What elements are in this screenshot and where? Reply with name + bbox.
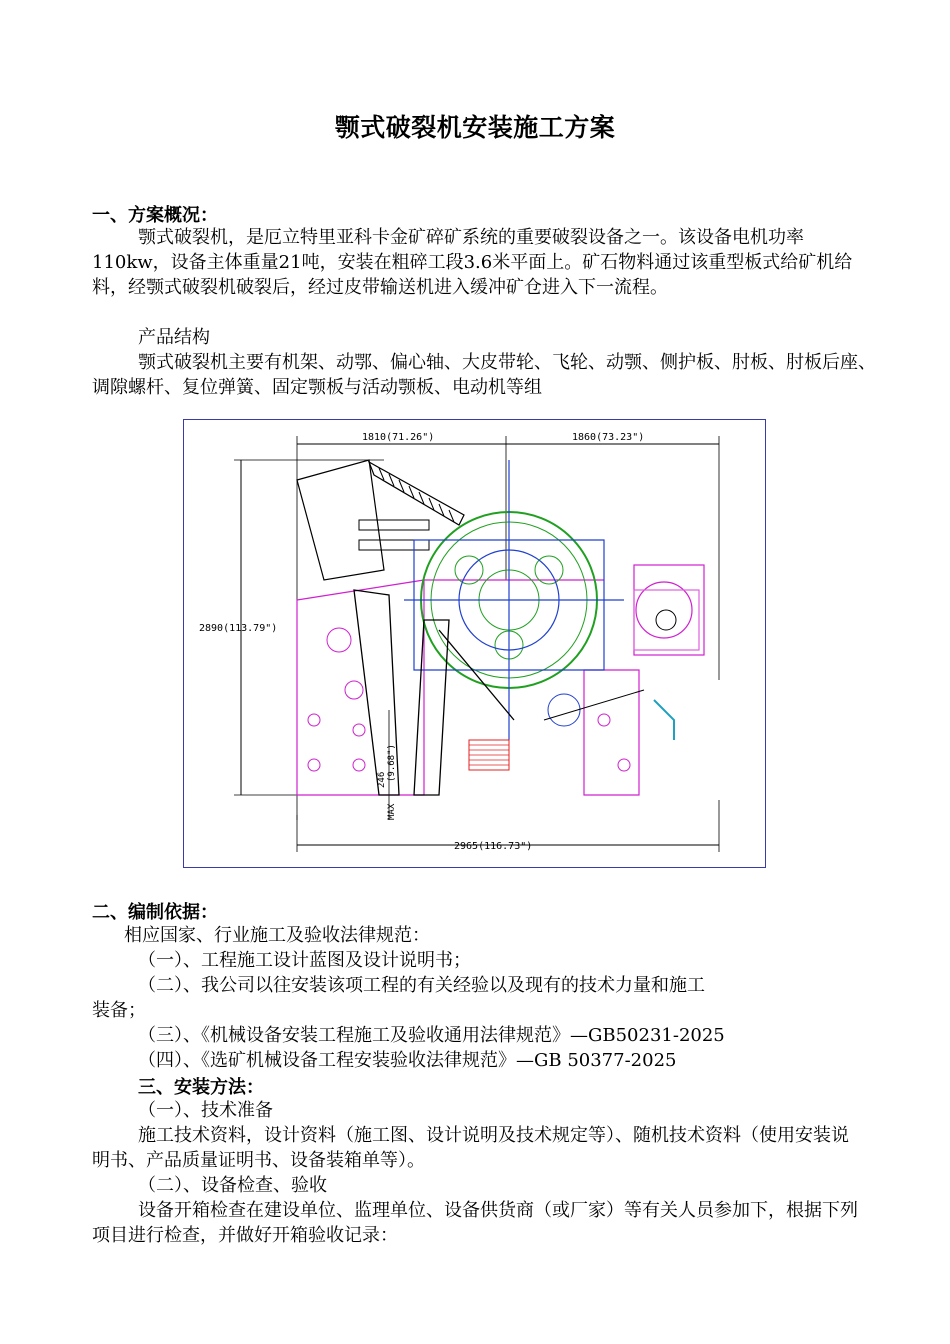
- product-structure-paragraph: 颚式破裂机主要有机架、动鄂、偏心轴、大皮带轮、飞轮、动颚、侧护板、肘板、肘板后座、调隙螺杆、复位弹簧、固定颚板与活动颚板、电动机等组: [92, 352, 876, 398]
- crusher-schematic: [184, 420, 765, 867]
- basis-item-2: （二）、我公司以往安装该项工程的有关经验以及现有的技术力量和施工: [138, 975, 705, 996]
- dim-bottom: 2965(116.73"): [454, 841, 533, 852]
- tech-prep-paragraph: 施工技术资料，设计资料（施工图、设计说明及技术规定等）、随机技术资料（使用安装说明书、产品质量证明书、设备装箱单等）。: [92, 1125, 849, 1171]
- dim-top-left: 1810(71.26"): [362, 432, 435, 443]
- inspection-heading: （二）、设备检查、验收: [138, 1175, 327, 1196]
- tech-prep-heading: （一）、技术准备: [138, 1100, 273, 1121]
- basis-item-2-cont: 装备；: [92, 1000, 146, 1021]
- basis-item-3: （三）、《机械设备安装工程施工及验收通用法律规范》—GB50231-2025: [138, 1025, 725, 1046]
- jaw-crusher-drawing: [183, 419, 766, 868]
- product-structure-heading: 产品结构: [138, 327, 210, 348]
- dim-max: MAX: [387, 803, 397, 820]
- dim-gap: 246: [377, 771, 387, 788]
- document-title: 颚式破裂机安装施工方案: [334, 113, 616, 142]
- inspection-paragraph: 设备开箱检查在建设单位、监理单位、设备供货商（或厂家）等有关人员参加下，根据下列项目进行检查，并做好开箱验收记录：: [92, 1200, 858, 1246]
- section2-intro: 相应国家、行业施工及验收法律规范：: [124, 925, 430, 946]
- dim-left: 2890(113.79"): [199, 623, 278, 634]
- section1-heading: 一、方案概况：: [92, 205, 218, 226]
- section2-heading: 二、编制依据：: [92, 902, 218, 923]
- basis-item-4: （四）、《选矿机械设备工程安装验收法律规范》—GB 50377-2025: [138, 1050, 677, 1071]
- basis-item-1: （一）、工程施工设计蓝图及设计说明书；: [138, 950, 471, 971]
- dim-top-right: 1860(73.23"): [572, 432, 645, 443]
- section1-paragraph: 颚式破裂机，是厄立特里亚科卡金矿碎矿系统的重要破裂设备之一。该设备电机功率110kw，设备主体重量21吨，安装在粗碎工段3.6米平面上。矿石物料通过该重型板式给矿机给料，经颚式破裂机破裂后，经过皮带输送机进入缓冲矿仓进入下一流程。: [92, 227, 853, 298]
- section3-heading: 三、安装方法：: [138, 1077, 264, 1098]
- dim-gap-inch: (9.68"): [387, 744, 397, 782]
